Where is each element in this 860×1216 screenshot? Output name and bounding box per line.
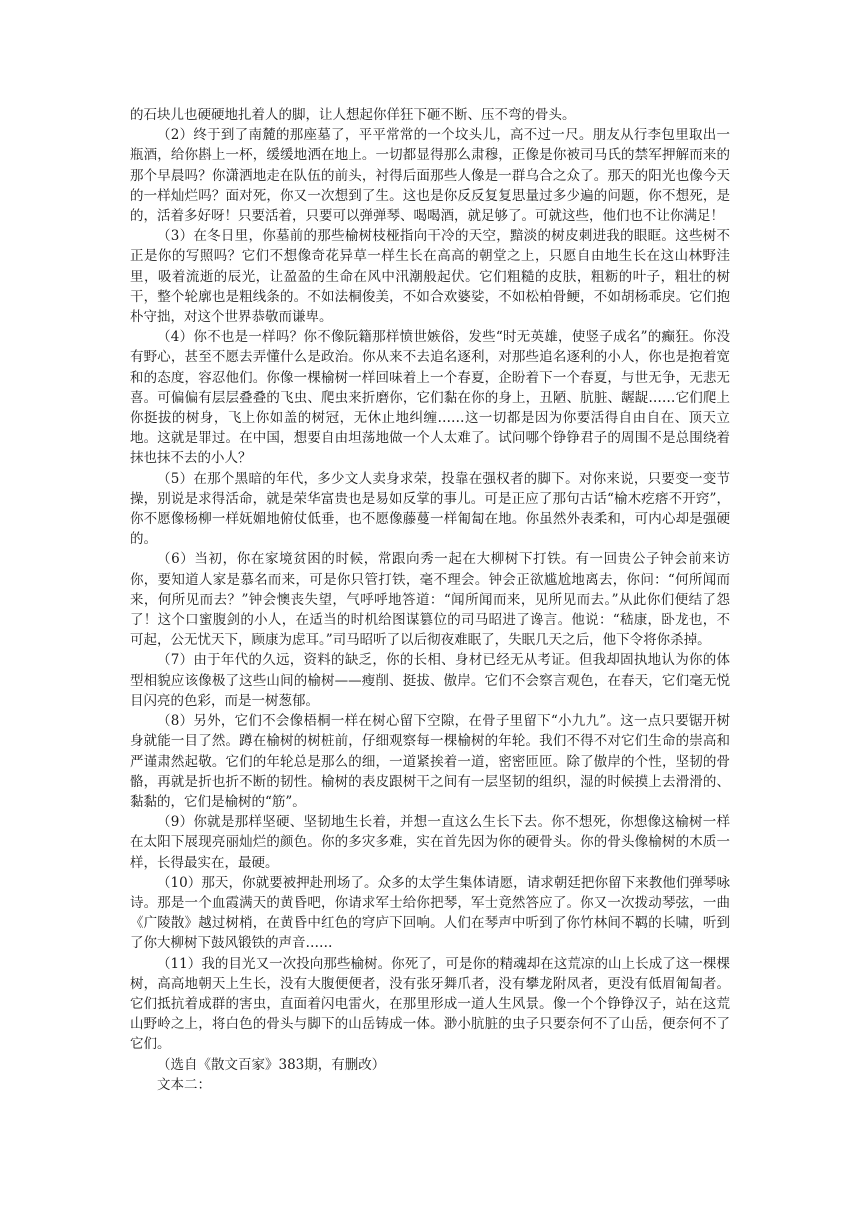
- text-two-heading: 文本二：: [157, 1076, 211, 1093]
- source-citation: （选自《散文百家》383期，有删改）: [157, 1056, 386, 1073]
- paragraph-8: （8）另外，它们不会像梧桐一样在树心留下空隙，在骨子里留下“小九九”。这一点只要锯开树身就能一目了然。蹲在榆树的树桩前，仔细观察每一棵榆树的年轮。我们不得不对它们生命的崇高和严谨肃然起敬。它们的年轮总是那么的细，一道紧挨着一道，密密匝匝。除了傲岸的个性，坚韧的骨骼，再就是折也折不断的韧性。榆树的表皮跟树干之间有一层坚韧的组织，湿的时候摸上去滑滑的、黏黏的，它们是榆树的“筋”。: [130, 713, 730, 810]
- paragraph-2: （2）终于到了南麓的那座墓了，平平常常的一个坟头儿，高不过一尺。朋友从行李包里取出一瓶酒，给你斟上一杯，缓缓地洒在地上。一切都显得那么肃穆，正像是你被司马氏的禁军押解而来的那个早晨吗？你潇洒地走在队伍的前头，衬得后面那些人像是一群乌合之众了。那天的阳光也像今天的一样灿烂吗？面对死，你又一次想到了生。这也是你反反复复思量过多少遍的问题，你不想死，是的，活着多好呀！只要活着，只要可以弹弹琴、喝喝酒，就足够了。可就这些，他们也不让你满足！: [130, 127, 730, 225]
- paragraph-continuation: 的石块儿也硬硬地扎着人的脚，让人想起你佯狂下砸不断、压不弯的骨头。: [130, 107, 576, 123]
- paragraph-7: （7）由于年代的久远，资料的缺乏，你的长相、身材已经无从考证。但我却固执地认为你的体型相貌应该像极了这些山间的榆树——瘦削、挺拔、傲岸。它们不会察言观色，在春天，它们毫无悦目闪亮的色彩，而是一树葱郁。: [130, 652, 730, 709]
- document-page: [130, 105, 730, 1095]
- paragraph-11: （11）我的目光又一次投向那些榆树。你死了，可是你的精魂却在这荒凉的山上长成了这一棵棵树，高高地朝天上生长，没有大腹便便者，没有张牙舞爪者，没有攀龙附凤者，更没有低眉匍匐者。它们抵抗着成群的害虫，直面着闪电雷火，在那里形成一道人生风景。像一个个铮铮汉子，站在这荒山野岭之上，将白色的骨头与脚下的山岳铸成一体。渺小肮脏的虫子只要奈何不了山岳，便奈何不了它们。: [130, 955, 730, 1053]
- paragraph-10: （10）那天，你就要被押赴刑场了。众多的太学生集体请愿，请求朝廷把你留下来教他们弹琴咏诗。那是一个血霞满天的黄昏吧，你请求军士给你把琴，军士竟然答应了。你又一次拨动琴弦，一曲《广陵散》越过树梢，在黄昏中红色的穹庐下回响。人们在琴声中听到了你竹林间不羁的长啸，听到了你大柳树下鼓风锻铁的声音……: [130, 874, 730, 952]
- paragraph-4: （4）你不也是一样吗？你不像阮籍那样愤世嫉俗，发些“时无英雄，使竖子成名”的癫狂。你没有野心，甚至不愿去弄懂什么是政治。你从来不去追名逐利，对那些追名逐利的小人，你也是抱着宽和的态度，容忍他们。你像一棵榆树一样回味着上一个春夏，企盼着下一个春夏，与世无争，无悲无喜。可偏偏有层层叠叠的飞虫、爬虫来折磨你，它们黏在你的身上，丑陋、肮脏、龌龊……它们爬上你挺拔的树身，飞上你如盖的树冠，无休止地纠缠……这一切都是因为你要活得自由自在、顶天立地。这就是罪过。在中国，想要自由坦荡地做一个人太难了。试问哪个铮铮君子的周围不是总围绕着抹也抹不去的小人？: [130, 329, 730, 467]
- paragraph-9: （9）你就是那样坚硬、坚韧地生长着，并想一直这么生长下去。你不想死，你想像这榆树一样在太阳下展现亮丽灿烂的颜色。你的多灾多难，实在首先因为你的硬骨头。你的骨头像榆树的木质一样，长得最实在，最硬。: [130, 814, 730, 871]
- paragraph-3: （3）在冬日里，你墓前的那些榆树枝桠指向干冷的天空，黯淡的树皮刺进我的眼眶。这些树不正是你的写照吗？它们不想像奇花异草一样生长在高高的朝堂之上，只愿自由地生长在这山林野洼里，吸着流逝的辰光，让盈盈的生命在风中汛潮般起伏。它们粗糙的皮肤，粗粝的叶子，粗壮的树干，整个轮廓也是粗线条的。不如法桐俊美，不如合欢婆娑，不如松柏骨鲠，不如胡杨乖戾。它们抱朴守拙，对这个世界恭敬而谦卑。: [130, 228, 730, 326]
- paragraph-5: （5）在那个黑暗的年代，多少文人卖身求荣，投靠在强权者的脚下。对你来说，只要变一变节操，别说是求得活命，就是荣华富贵也是易如反掌的事儿。可是正应了那句古话“榆木疙瘩不开窍”，你不愿像杨柳一样妩媚地俯仗低垂，也不愿像藤蔓一样匍匐在地。你虽然外表柔和，可内心却是强硬的。: [130, 470, 730, 548]
- paragraph-6: （6）当初，你在家境贫困的时候，常跟向秀一起在大柳树下打铁。有一回贵公子钟会前来访你，要知道人家是慕名而来，可是你只管打铁，毫不理会。钟会正欲尴尬地离去，你问：“何所闻而来，何所见而去？”钟会懊丧失望，气呼呼地答道：“闻所闻而来，见所见而去。”从此你们便结了怨了！这个口蜜腹剑的小人，在适当的时机给图谋篡位的司马昭进了谗言。他说：“嵇康，卧龙也，不可起，公无忧天下，顾康为虑耳。”司马昭听了以后彻夜难眠了，失眠几天之后，他下令将你杀掉。: [130, 551, 730, 649]
